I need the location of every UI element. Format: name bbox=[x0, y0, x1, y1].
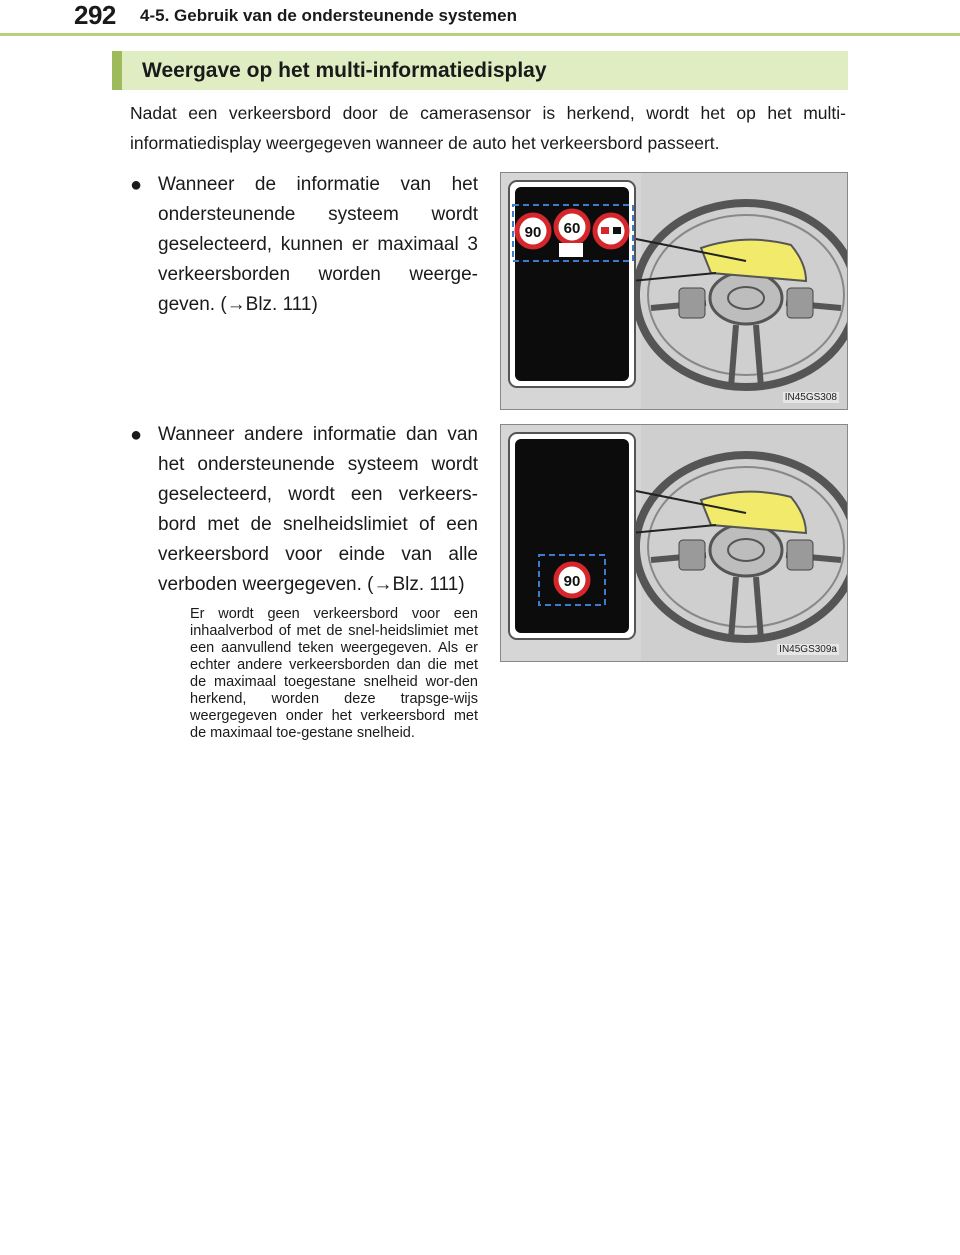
display-illustration-1 bbox=[500, 172, 848, 410]
figure-code: IN45GS309a bbox=[779, 644, 837, 655]
chapter-title: 4-5. Gebruik van de ondersteunende systemen bbox=[140, 6, 517, 25]
section-title: Weergave op het multi-informatiedisplay bbox=[142, 59, 547, 82]
sign-label: 90 bbox=[563, 573, 581, 590]
page-number: 292 bbox=[74, 0, 116, 30]
bullet-text: Wanneer de informatie van het ondersteunende systeem wordt geselecteerd, kunnen er maximaal 3 verkeersborden worden weerge-geven. (→Blz. 111) bbox=[158, 174, 478, 315]
dashboard-drawing bbox=[501, 173, 848, 410]
figure-code: IN45GS308 bbox=[784, 392, 837, 403]
section-header bbox=[112, 51, 848, 90]
sign-label: 90 bbox=[524, 224, 542, 241]
bullet-text: Wanneer andere informatie dan van het ondersteunende systeem wordt geselecteerd, wordt een verkeers-bord met de snelheidslimiet of een verkeersbord voor einde van alle verboden weergegeven. (→Blz. 111) bbox=[158, 424, 478, 595]
header-rule bbox=[0, 33, 960, 36]
intro-paragraph: Nadat een verkeersbord door de camerasensor is herkend, wordt het op het multi-informatiedisplay weergegeven wanneer de auto het verkeersbord passeert. bbox=[130, 103, 846, 153]
sign-label: 60 bbox=[563, 220, 581, 237]
bullet-item bbox=[130, 420, 478, 600]
display-illustration-2 bbox=[500, 424, 848, 662]
bullet-marker: ● bbox=[130, 174, 143, 196]
note-paragraph: Er wordt geen verkeersbord voor een inhaalverbod of met de snel-heidslimiet met een aanvullend teken weergegeven. Als er echter andere verkeersborden dan die met de maximaal toegestane snelheid wor-den herkend, worden deze trapsge-wijs weergegeven onder het verkeersbord met de maximaal toe-gestane snelheid. bbox=[190, 606, 478, 741]
bullet-item bbox=[130, 170, 478, 320]
bullet-marker: ● bbox=[130, 424, 143, 446]
dashboard-drawing bbox=[501, 425, 848, 662]
